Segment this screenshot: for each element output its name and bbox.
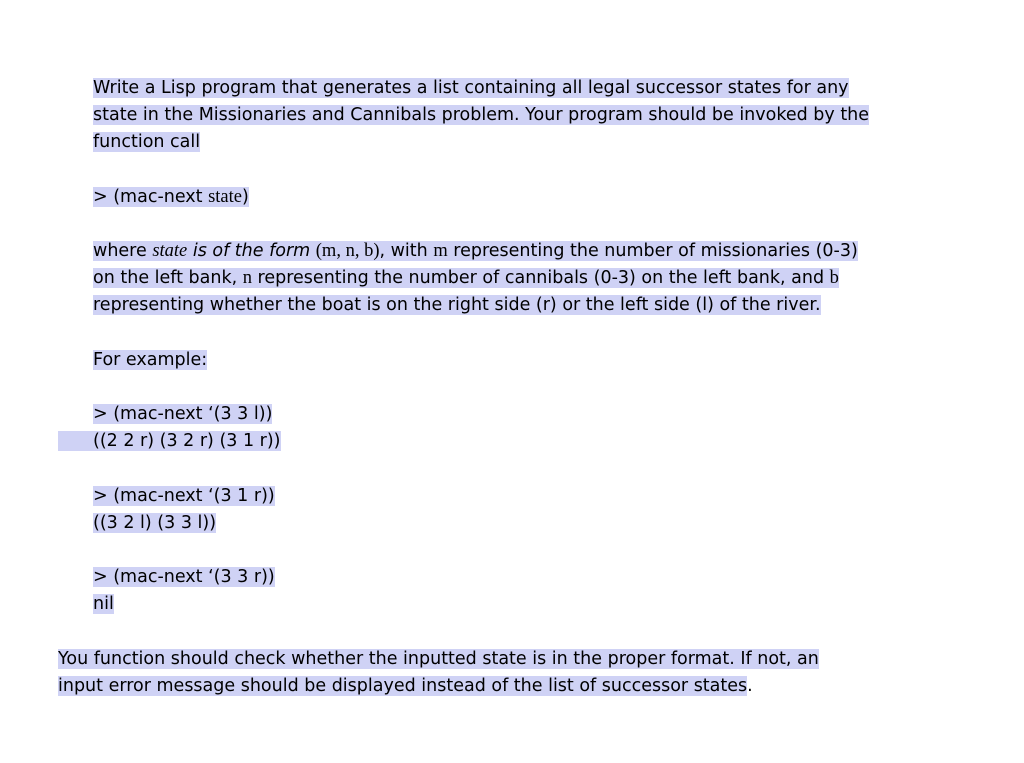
- paragraph-2-line-2: on the left bank, n representing the number of cannibals (0-3) on the left bank, and b: [93, 268, 839, 288]
- paragraph-1-line-2: state in the Missionaries and Cannibals problem. Your program should be invoked by the: [93, 105, 870, 125]
- paragraph-1-line-1: Write a Lisp program that generates a list containing all legal successor states for any: [93, 78, 849, 98]
- closing-line-1: You function should check whether the inputted state is in the proper format. If not, an: [58, 649, 819, 669]
- call-suffix: ): [242, 187, 249, 207]
- paragraph-2-line-3: representing whether the boat is on the right side (r) or the left side (l) of the river.: [93, 295, 821, 315]
- example-3-result: nil: [93, 594, 114, 614]
- call-argument: state: [208, 187, 242, 207]
- example-1-result: ((2 2 r) (3 2 r) (3 1 r)): [58, 428, 281, 455]
- state-variable: state: [152, 241, 188, 261]
- call-prefix: > (mac-next: [93, 187, 209, 207]
- function-call-line: [93, 184, 249, 211]
- example-2-call: > (mac-next ‘(3 1 r)): [93, 486, 275, 506]
- example-1-call: > (mac-next ‘(3 3 l)): [93, 404, 273, 424]
- variable-b: b: [829, 268, 839, 288]
- closing-line-2: input error message should be displayed instead of the list of successor states.: [58, 676, 753, 696]
- example-3-call: > (mac-next ‘(3 3 r)): [93, 567, 275, 587]
- example-heading: For example:: [93, 350, 208, 370]
- state-form: (m, n, b): [315, 241, 380, 261]
- paragraph-1-line-3: function call: [93, 132, 201, 152]
- variable-m: m: [433, 241, 448, 261]
- example-2-result: ((3 2 l) (3 3 l)): [93, 513, 217, 533]
- variable-n: n: [242, 268, 252, 288]
- paragraph-2-line-1: where state is of the form (m, n, b), with m representing the number of missionaries (0-3): [93, 241, 858, 261]
